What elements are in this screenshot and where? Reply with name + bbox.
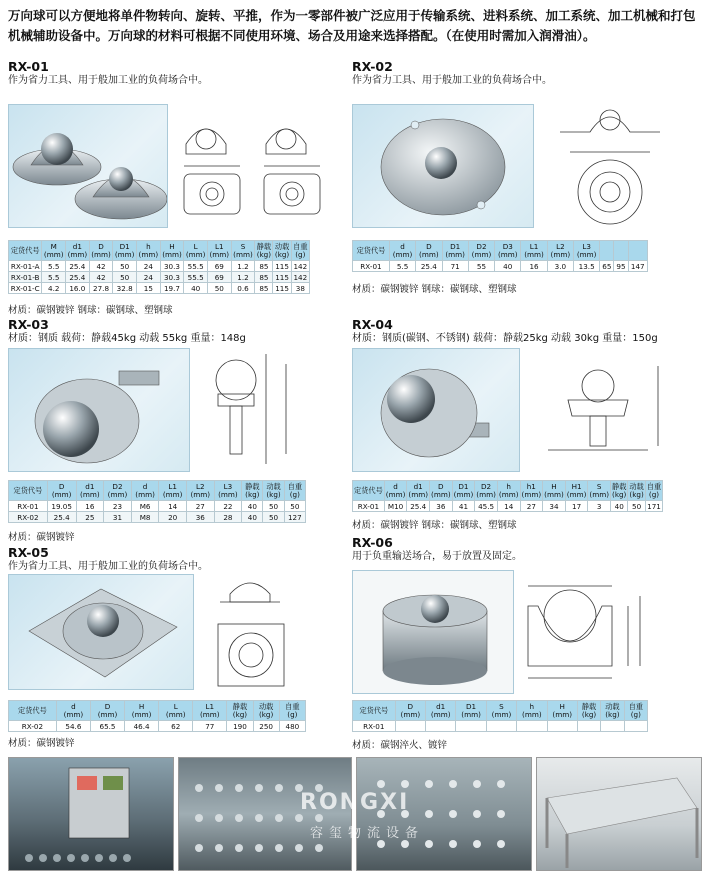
table-cell: 55 bbox=[468, 261, 494, 272]
table-cell bbox=[577, 721, 600, 732]
table-header-cell: d (mm) bbox=[385, 481, 406, 499]
table-header-cell: H (mm) bbox=[547, 701, 577, 721]
table-header-cell: D2 (mm) bbox=[468, 241, 494, 261]
table-cell: M8 bbox=[131, 512, 159, 523]
table-cell: 19.05 bbox=[47, 501, 76, 512]
table-cell: 17 bbox=[565, 501, 588, 512]
table-cell: 147 bbox=[628, 261, 647, 272]
table-header-cell: 定货代号 bbox=[9, 481, 48, 501]
product-description: 作为省力工具、用于般加工业的负荷场合中。 bbox=[8, 561, 208, 572]
product-code: RX-02 bbox=[352, 59, 393, 74]
table-cell bbox=[547, 721, 577, 732]
table-header-row bbox=[353, 481, 663, 501]
table-header-cell: D1 (mm) bbox=[456, 701, 486, 721]
table-header-cell: D (mm) bbox=[47, 481, 76, 501]
rx-02-technical-drawing bbox=[540, 92, 704, 228]
table-cell: 19.7 bbox=[160, 283, 184, 294]
table-header-cell: 静载 (kg) bbox=[227, 701, 253, 721]
intro-paragraph: 万向球可以方便地将单件物转向、旋转、平推，作为一零部件被广泛应用于传输系统、进料系统、加工系统、加工机械和打包机械辅助设备中。万向球的材料可根据不同使用环境、场合及用途来选择搭配。（在使用时需加入润滑油）。 bbox=[8, 8, 696, 43]
table-cell: 32.8 bbox=[113, 283, 137, 294]
table-header-cell: 动载 (kg) bbox=[629, 481, 644, 499]
table-cell: RX-01-C bbox=[9, 283, 42, 294]
table-cell: RX-01-B bbox=[9, 272, 42, 283]
table-cell: 65 bbox=[600, 261, 614, 272]
application-photo-4 bbox=[536, 757, 702, 871]
table-header-cell: S (mm) bbox=[589, 481, 610, 499]
table-cell: 95 bbox=[614, 261, 628, 272]
rx-06-technical-drawing bbox=[518, 566, 708, 696]
table-header-cell: 自重 (g) bbox=[624, 701, 647, 721]
table-cell: 25.4 bbox=[66, 261, 90, 272]
table-row bbox=[9, 501, 306, 512]
table-header-cell: L (mm) bbox=[184, 241, 208, 261]
table-header-cell: D2 (mm) bbox=[104, 481, 132, 501]
table-cell bbox=[426, 721, 456, 732]
table-cell: 85 bbox=[255, 261, 273, 272]
product-description: 材质：钢质(碳钢、不锈钢) 载荷：静载25kg 动载 30kg 重量：150g bbox=[352, 333, 658, 344]
table-cell: 14 bbox=[497, 501, 520, 512]
section-rx-06 bbox=[352, 536, 692, 563]
table-cell: 40 bbox=[611, 501, 628, 512]
table-row bbox=[353, 721, 648, 732]
table-header-cell: 动载 (kg) bbox=[263, 481, 284, 501]
table-cell: 250 bbox=[253, 721, 279, 732]
product-code: RX-01 bbox=[8, 59, 49, 74]
table-cell: 16 bbox=[521, 261, 547, 272]
product-code: RX-03 bbox=[8, 317, 49, 332]
table-header-cell: D1 (mm) bbox=[113, 241, 137, 261]
table-cell: 40 bbox=[495, 261, 521, 272]
table-cell: 54.6 bbox=[56, 721, 90, 732]
table-cell: 115 bbox=[273, 261, 291, 272]
table-cell: RX-01 bbox=[9, 501, 48, 512]
rx-04-technical-drawing bbox=[528, 346, 704, 474]
table-cell: 115 bbox=[273, 272, 291, 283]
table-cell: 50 bbox=[113, 272, 137, 283]
table-cell: 69 bbox=[207, 272, 231, 283]
table-cell: 25.4 bbox=[407, 501, 430, 512]
table-header-cell: 自重 (g) bbox=[293, 241, 308, 259]
table-cell: 42 bbox=[89, 261, 113, 272]
rx-06-spec-table bbox=[352, 700, 648, 732]
table-header-cell: d1 (mm) bbox=[426, 701, 456, 721]
table-header-cell: H (mm) bbox=[544, 481, 564, 499]
table-header-cell: D1 (mm) bbox=[442, 241, 468, 261]
table-cell bbox=[395, 721, 425, 732]
table-cell: 5.5 bbox=[42, 261, 66, 272]
table-header-cell: h (mm) bbox=[137, 241, 161, 261]
section-rx-01 bbox=[8, 60, 348, 87]
rx-03-spec-table bbox=[8, 480, 306, 523]
product-description: 作为省力工具、用于般加工业的负荷场合中。 bbox=[352, 75, 552, 86]
table-header-cell: 定货代号 bbox=[353, 701, 396, 721]
table-header-cell: 自重 (g) bbox=[284, 481, 305, 501]
table-cell: 142 bbox=[291, 272, 309, 283]
table-header-cell: d (mm) bbox=[389, 241, 415, 261]
table-cell: 5.5 bbox=[42, 272, 66, 283]
table-cell: 480 bbox=[279, 721, 305, 732]
table-cell: 55.5 bbox=[184, 272, 208, 283]
table-cell: 40 bbox=[242, 501, 263, 512]
table-cell: 25.4 bbox=[47, 512, 76, 523]
table-header-cell: d1 (mm) bbox=[408, 481, 429, 499]
table-row bbox=[9, 272, 310, 283]
table-cell: RX-01-A bbox=[9, 261, 42, 272]
table-header-cell: 自重 (g) bbox=[279, 701, 305, 721]
table-cell: 20 bbox=[159, 512, 187, 523]
table-header-cell: 定货代号 bbox=[353, 241, 390, 261]
table-header-cell: 动载 (kg) bbox=[253, 701, 279, 721]
table-cell bbox=[624, 721, 647, 732]
table-header-cell: D (mm) bbox=[90, 701, 124, 721]
section-rx-04 bbox=[352, 318, 708, 345]
table-header-cell: D (mm) bbox=[431, 481, 451, 499]
rx-01-spec-table bbox=[8, 240, 310, 294]
table-header-cell: 定货代号 bbox=[353, 481, 385, 501]
rx-01-photo bbox=[8, 104, 168, 228]
table-header-cell: L1 (mm) bbox=[193, 701, 227, 721]
table-cell: 1.2 bbox=[231, 272, 255, 283]
section-rx-05 bbox=[8, 546, 348, 573]
table-header-cell: D (mm) bbox=[416, 241, 442, 261]
table-cell: RX-02 bbox=[9, 721, 57, 732]
rx-03-photo bbox=[8, 348, 190, 472]
table-cell: 28 bbox=[214, 512, 242, 523]
watermark-cn: 容玺物流设备 bbox=[310, 826, 425, 841]
table-cell: 13.5 bbox=[574, 261, 600, 272]
table-cell: 46.4 bbox=[125, 721, 159, 732]
table-header-cell: 动载 (kg) bbox=[274, 241, 290, 259]
rx-01-material: 材质：碳钢镀锌 钢球：碳钢球、塑钢球 bbox=[8, 305, 173, 316]
table-cell: 34 bbox=[543, 501, 566, 512]
table-cell: 24 bbox=[137, 261, 161, 272]
product-description: 用于负重输送场合，易于放置及固定。 bbox=[352, 551, 522, 562]
table-header-cell bbox=[628, 241, 647, 261]
table-header-row bbox=[9, 241, 310, 261]
table-row bbox=[9, 283, 310, 294]
table-cell: 24 bbox=[137, 272, 161, 283]
table-header-cell: D (mm) bbox=[89, 241, 113, 261]
table-cell: 3.0 bbox=[547, 261, 573, 272]
product-code: RX-04 bbox=[352, 317, 393, 332]
table-cell: 50 bbox=[628, 501, 645, 512]
table-cell: 30.3 bbox=[160, 261, 184, 272]
table-cell: RX-01 bbox=[353, 721, 396, 732]
table-header-cell: L1 (mm) bbox=[207, 241, 231, 261]
table-header-row bbox=[353, 701, 648, 721]
product-code: RX-06 bbox=[352, 535, 393, 550]
table-header-cell: L1 (mm) bbox=[521, 241, 547, 261]
rx-04-material: 材质：碳钢镀锌 钢球：碳钢球、塑钢球 bbox=[352, 520, 517, 531]
rx-02-material: 材质：碳钢镀锌 钢球：碳钢球、塑钢球 bbox=[352, 284, 517, 295]
table-header-cell: h (mm) bbox=[498, 481, 519, 499]
table-header-cell: 静载 (kg) bbox=[256, 241, 272, 259]
table-cell: 5.5 bbox=[389, 261, 415, 272]
table-header-cell bbox=[600, 241, 614, 261]
table-row bbox=[9, 721, 306, 732]
table-cell: 50 bbox=[263, 512, 284, 523]
table-cell: 0.6 bbox=[231, 283, 255, 294]
table-cell: 36 bbox=[430, 501, 453, 512]
table-header-cell: L1 (mm) bbox=[159, 481, 187, 501]
table-header-cell: 静载 (kg) bbox=[612, 481, 627, 499]
rx-06-material: 材质：碳钢淬火、镀锌 bbox=[352, 740, 448, 751]
table-cell: 50 bbox=[113, 261, 137, 272]
table-cell: 25 bbox=[76, 512, 104, 523]
table-cell: 171 bbox=[647, 501, 661, 511]
table-cell: 27 bbox=[520, 501, 543, 512]
table-cell: 85 bbox=[255, 283, 273, 294]
table-cell: 40 bbox=[242, 512, 263, 523]
table-cell: RX-02 bbox=[9, 512, 48, 523]
table-header-cell bbox=[614, 241, 628, 261]
table-header-cell: h (mm) bbox=[517, 701, 547, 721]
table-cell: M10 bbox=[384, 501, 407, 512]
rx-05-material: 材质：碳钢镀锌 bbox=[8, 738, 75, 749]
rx-02-spec-table bbox=[352, 240, 648, 272]
table-cell: 38 bbox=[291, 283, 309, 294]
table-cell: 22 bbox=[214, 501, 242, 512]
product-code: RX-05 bbox=[8, 545, 49, 560]
table-cell: 50 bbox=[207, 283, 231, 294]
table-row bbox=[353, 261, 648, 272]
table-cell: RX-01 bbox=[353, 261, 390, 272]
table-cell: 31 bbox=[104, 512, 132, 523]
table-cell: 85 bbox=[255, 272, 273, 283]
table-header-cell: M (mm) bbox=[42, 241, 66, 261]
table-header-cell: h1 (mm) bbox=[521, 481, 542, 499]
table-header-cell: D2 (mm) bbox=[476, 481, 496, 499]
table-header-cell: L2 (mm) bbox=[547, 241, 573, 261]
rx-04-spec-table bbox=[352, 480, 663, 512]
rx-05-spec-table bbox=[8, 700, 306, 732]
table-cell: 27 bbox=[187, 501, 215, 512]
table-cell: 50 bbox=[284, 501, 305, 512]
table-cell: 15 bbox=[137, 283, 161, 294]
table-cell: M6 bbox=[131, 501, 159, 512]
table-cell: 27.8 bbox=[89, 283, 113, 294]
table-cell: 69 bbox=[207, 261, 231, 272]
table-header-cell: 自重 (g) bbox=[646, 481, 662, 499]
section-rx-03 bbox=[8, 318, 348, 345]
table-cell: 127 bbox=[284, 512, 305, 523]
rx-05-photo bbox=[8, 574, 194, 690]
table-cell: 36 bbox=[187, 512, 215, 523]
table-header-cell: D1 (mm) bbox=[453, 481, 474, 499]
table-header-cell: L3 (mm) bbox=[574, 241, 600, 261]
table-cell: 16.0 bbox=[66, 283, 90, 294]
product-description: 材质：钢质 载荷：静载45kg 动载 55kg 重量：148g bbox=[8, 333, 246, 344]
table-header-cell: H (mm) bbox=[125, 701, 159, 721]
table-cell: RX-01 bbox=[353, 501, 385, 512]
table-header-cell: 定货代号 bbox=[9, 241, 42, 261]
table-header-cell: S (mm) bbox=[231, 241, 255, 261]
table-cell: 3 bbox=[588, 501, 611, 512]
table-cell: 142 bbox=[291, 261, 309, 272]
rx-05-technical-drawing bbox=[200, 572, 340, 694]
table-cell: 14 bbox=[159, 501, 187, 512]
table-row bbox=[9, 261, 310, 272]
table-cell bbox=[601, 721, 624, 732]
table-cell: 190 bbox=[227, 721, 253, 732]
rx-01-technical-drawing bbox=[176, 104, 342, 228]
table-cell: 4.2 bbox=[42, 283, 66, 294]
table-cell: 115 bbox=[273, 283, 291, 294]
table-header-cell: d1 (mm) bbox=[66, 241, 90, 261]
table-cell: 23 bbox=[104, 501, 132, 512]
table-header-cell: L3 (mm) bbox=[214, 481, 242, 501]
table-cell: 42 bbox=[89, 272, 113, 283]
application-photo-1 bbox=[8, 757, 174, 871]
table-cell: 16 bbox=[76, 501, 104, 512]
table-cell: 25.4 bbox=[66, 272, 90, 283]
table-cell: 30.3 bbox=[160, 272, 184, 283]
table-cell: 62 bbox=[159, 721, 193, 732]
table-header-cell: L2 (mm) bbox=[187, 481, 215, 501]
table-header-row bbox=[9, 481, 306, 501]
rx-03-technical-drawing bbox=[196, 344, 346, 476]
table-header-cell: d (mm) bbox=[131, 481, 159, 501]
table-cell: 65.5 bbox=[90, 721, 124, 732]
table-header-cell: 静载 (kg) bbox=[577, 701, 600, 721]
table-cell bbox=[486, 721, 516, 732]
table-cell: 25.4 bbox=[416, 261, 442, 272]
table-cell: 55.5 bbox=[184, 261, 208, 272]
table-header-cell: D (mm) bbox=[395, 701, 425, 721]
table-header-cell: d (mm) bbox=[56, 701, 90, 721]
table-cell: 45.5 bbox=[475, 501, 498, 512]
watermark-brand: RONGXI bbox=[300, 790, 410, 815]
table-cell bbox=[456, 721, 486, 732]
table-header-row bbox=[353, 241, 648, 261]
rx-02-photo bbox=[352, 104, 534, 228]
table-cell: 50 bbox=[263, 501, 284, 512]
table-header-cell: 动载 (kg) bbox=[601, 701, 624, 721]
product-description: 作为省力工具、用于般加工业的负荷场合中。 bbox=[8, 75, 208, 86]
table-header-cell: S (mm) bbox=[486, 701, 516, 721]
rx-06-photo bbox=[352, 570, 514, 694]
table-row bbox=[353, 501, 663, 512]
table-header-cell: L (mm) bbox=[159, 701, 193, 721]
table-header-cell: H1 (mm) bbox=[566, 481, 587, 499]
table-cell: 41 bbox=[452, 501, 475, 512]
table-header-cell: d1 (mm) bbox=[76, 481, 104, 501]
table-row bbox=[9, 512, 306, 523]
table-cell: 40 bbox=[184, 283, 208, 294]
table-cell: 1.2 bbox=[231, 261, 255, 272]
rx-03-material: 材质：碳钢镀锌 bbox=[8, 532, 75, 543]
table-header-row bbox=[9, 701, 306, 721]
table-header-cell: 静载 (kg) bbox=[242, 481, 263, 501]
table-header-cell: H (mm) bbox=[160, 241, 184, 261]
table-cell: 77 bbox=[193, 721, 227, 732]
rx-04-photo bbox=[352, 348, 520, 472]
table-header-cell: D3 (mm) bbox=[495, 241, 521, 261]
table-cell: 71 bbox=[442, 261, 468, 272]
table-header-cell: 定货代号 bbox=[9, 701, 57, 721]
table-cell bbox=[517, 721, 547, 732]
section-rx-02 bbox=[352, 60, 692, 87]
